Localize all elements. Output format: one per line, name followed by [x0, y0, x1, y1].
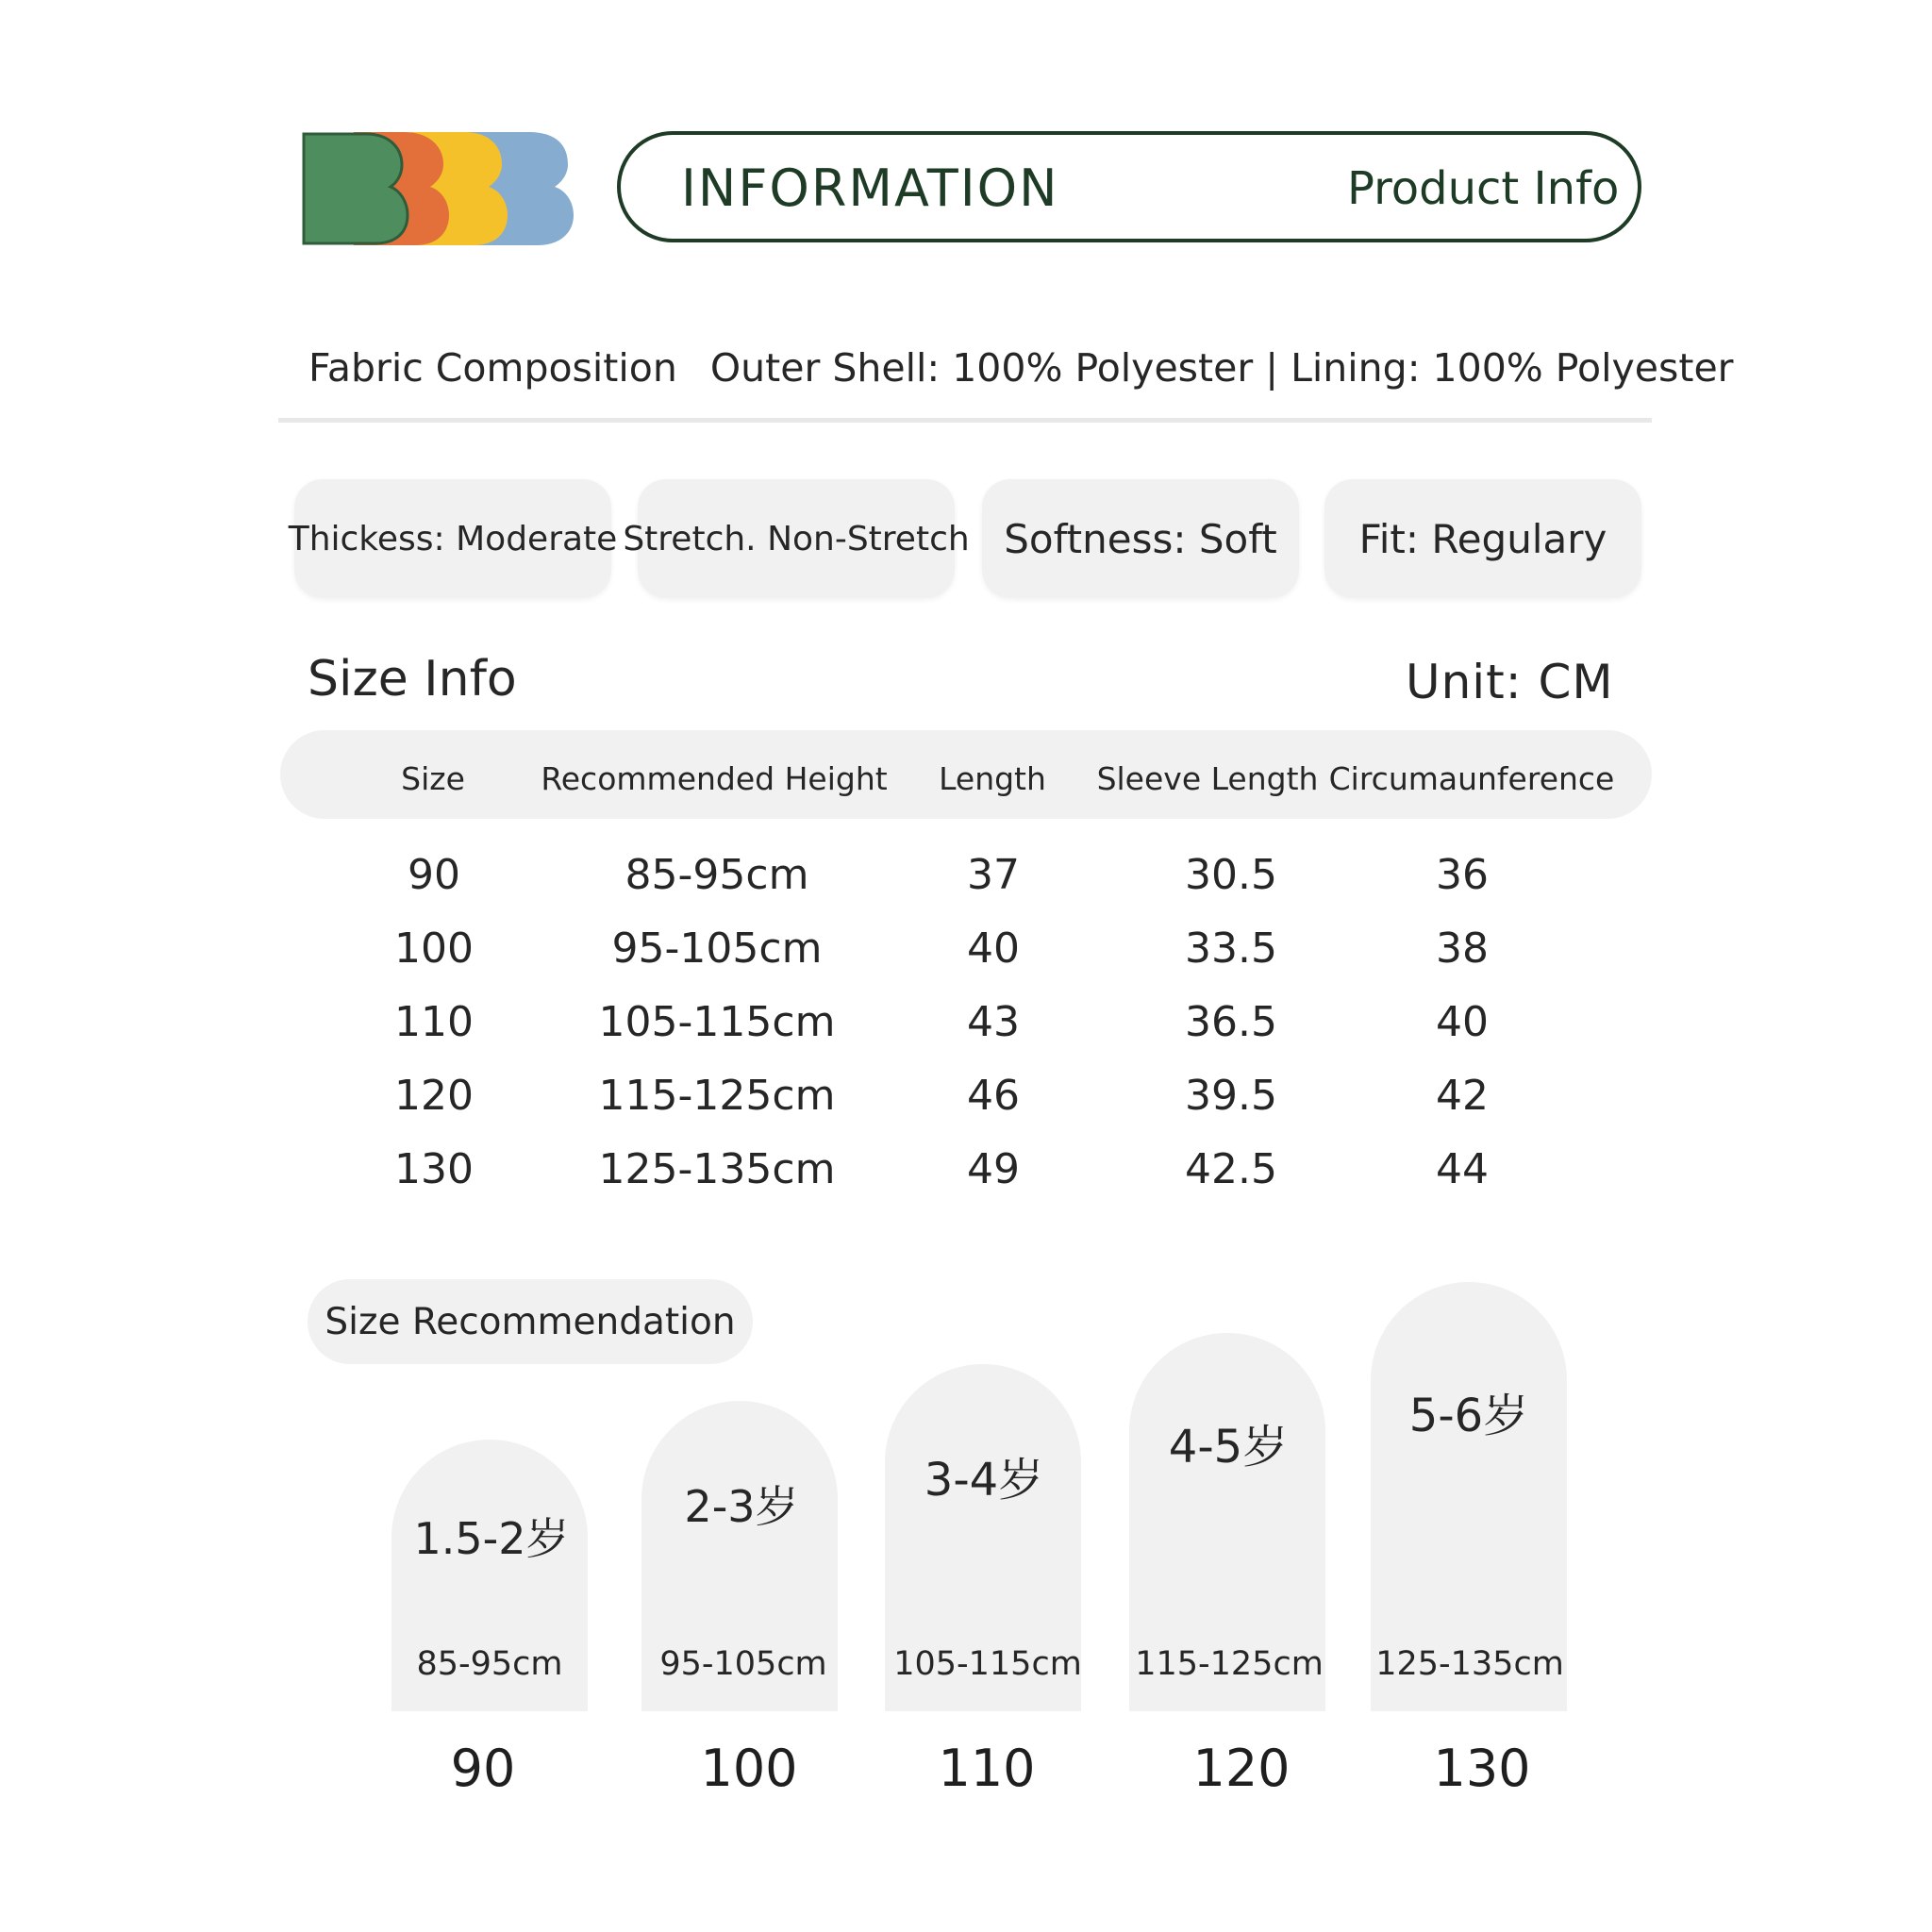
height-label: 105-115cm: [893, 1645, 1082, 1683]
height-label: 125-135cm: [1375, 1645, 1564, 1683]
age-label: 5-6岁: [1408, 1390, 1529, 1442]
size-label: 120: [1192, 1739, 1291, 1798]
header-subtitle: Product Info: [1347, 162, 1620, 215]
divider: [278, 418, 1652, 423]
column-header-sleeve: Sleeve Length: [1096, 760, 1319, 797]
table-cell-size: 130: [394, 1145, 474, 1193]
size-info-title: Size Info: [308, 651, 517, 708]
header-title: INFORMATION: [681, 158, 1059, 218]
table-cell-length: 46: [967, 1072, 1020, 1120]
column-header-length: Length: [939, 760, 1046, 797]
fabric-composition: [308, 345, 1734, 391]
table-cell-size: 120: [394, 1072, 474, 1120]
table-cell-sleeve: 33.5: [1185, 924, 1277, 973]
table-cell-height: 125-135cm: [598, 1145, 836, 1193]
table-cell-circumference: 42: [1436, 1072, 1489, 1120]
stretch-chip: Stretch. Non-Stretch: [638, 479, 955, 598]
softness-chip: Softness: Soft: [982, 479, 1299, 598]
thickness-chip: Thickess: Moderate: [294, 479, 611, 598]
column-header-height: Recommended Height: [541, 760, 888, 797]
table-cell-length: 43: [967, 998, 1020, 1046]
table-cell-size: 110: [394, 998, 474, 1046]
table-cell-sleeve: 36.5: [1185, 998, 1277, 1046]
size-label: 100: [700, 1739, 798, 1798]
table-cell-circumference: 36: [1436, 851, 1489, 899]
size-label: 130: [1433, 1739, 1531, 1798]
table-cell-height: 115-125cm: [598, 1072, 836, 1120]
table-cell-height: 95-105cm: [611, 924, 823, 973]
table-cell-length: 40: [967, 924, 1020, 973]
table-cell-height: 85-95cm: [625, 851, 809, 899]
height-label: 85-95cm: [416, 1645, 563, 1683]
table-cell-size: 90: [408, 851, 460, 899]
fabric-value: Outer Shell: 100% Polyester | Lining: 100% Polyester: [709, 345, 1734, 391]
table-cell-circumference: 40: [1436, 998, 1489, 1046]
size-recommendation-title: Size Recommendation: [308, 1279, 753, 1364]
table-cell-size: 100: [394, 924, 474, 973]
table-cell-sleeve: 39.5: [1185, 1072, 1277, 1120]
table-cell-circumference: 44: [1436, 1145, 1489, 1193]
logo-green-letter: [304, 134, 408, 243]
table-cell-circumference: 38: [1436, 924, 1489, 973]
age-label: 3-4岁: [924, 1454, 1044, 1507]
height-label: 115-125cm: [1135, 1645, 1324, 1683]
age-label: 1.5-2岁: [413, 1513, 570, 1564]
fabric-label: Fabric Composition: [308, 345, 677, 391]
table-cell-length: 37: [967, 851, 1020, 899]
age-label: 2-3岁: [684, 1481, 799, 1532]
table-cell-sleeve: 42.5: [1185, 1145, 1277, 1193]
unit-label: Unit: CM: [1406, 655, 1614, 709]
fit-chip: Fit: Regulary: [1324, 479, 1641, 598]
column-header-size: Size: [401, 760, 465, 797]
height-label: 95-105cm: [659, 1645, 827, 1683]
table-cell-height: 105-115cm: [598, 998, 836, 1046]
column-header-circumference: Circumaunference: [1328, 760, 1615, 797]
table-cell-length: 49: [967, 1145, 1020, 1193]
age-label: 4-5岁: [1168, 1421, 1289, 1474]
table-cell-sleeve: 30.5: [1185, 851, 1277, 899]
brand-logo: [302, 130, 575, 247]
size-label: 90: [450, 1739, 516, 1798]
size-label: 110: [938, 1739, 1036, 1798]
